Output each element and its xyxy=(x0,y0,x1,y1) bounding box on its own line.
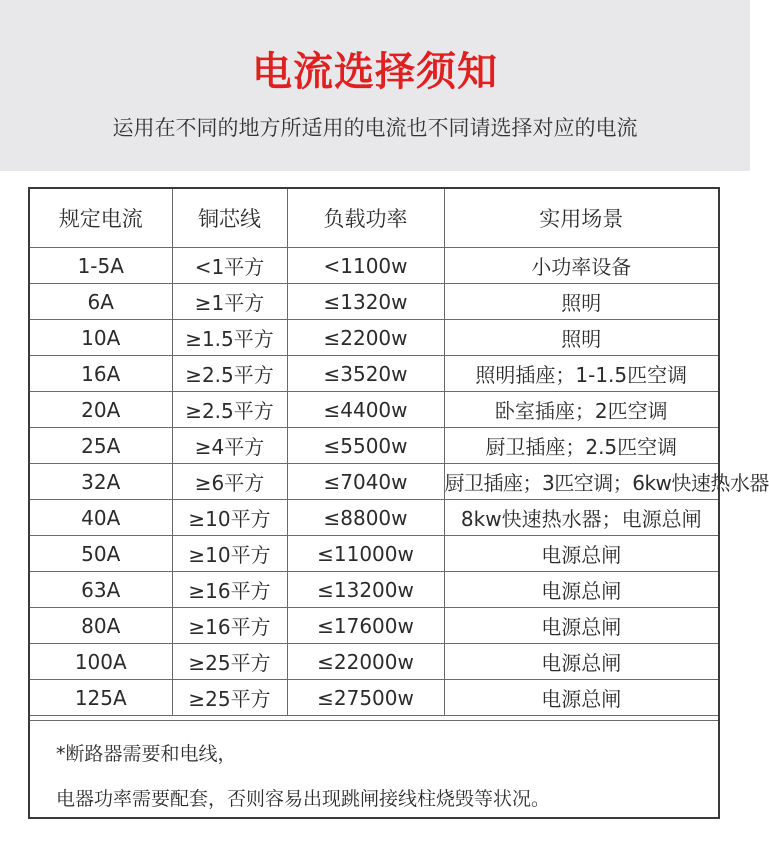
table-row xyxy=(30,644,718,680)
cell-current: 25A xyxy=(30,428,172,464)
cell-wire: ≥16平方 xyxy=(172,608,287,644)
cell-wire: ≥1.5平方 xyxy=(172,320,287,356)
current-spec-table xyxy=(30,189,769,716)
cell-wire: ≥2.5平方 xyxy=(172,392,287,428)
cell-current: 63A xyxy=(30,572,172,608)
cell-scenario: 小功率设备 xyxy=(444,248,718,284)
cell-current: 10A xyxy=(30,320,172,356)
cell-wire: ≥10平方 xyxy=(172,536,287,572)
cell-power: ≤22000w xyxy=(287,644,444,680)
column-header-usage-scenario: 实用场景 xyxy=(444,189,718,248)
table-header-row xyxy=(30,189,718,248)
cell-current: 100A xyxy=(30,644,172,680)
cell-wire: ≥10平方 xyxy=(172,500,287,536)
table-row xyxy=(30,464,718,500)
table-row xyxy=(30,320,718,356)
column-header-rated-current: 规定电流 xyxy=(30,189,172,248)
cell-power: ≤17600w xyxy=(287,608,444,644)
cell-current: 32A xyxy=(30,464,172,500)
cell-power: ≤4400w xyxy=(287,392,444,428)
cell-power: ≤2200w xyxy=(287,320,444,356)
cell-scenario: 电源总闸 xyxy=(444,572,718,608)
cell-scenario: 电源总闸 xyxy=(444,608,718,644)
cell-scenario: 电源总闸 xyxy=(444,536,718,572)
cell-power: ≤5500w xyxy=(287,428,444,464)
cell-power: ≤1320w xyxy=(287,284,444,320)
cell-current: 1-5A xyxy=(30,248,172,284)
column-header-load-power: 负载功率 xyxy=(287,189,444,248)
table-row xyxy=(30,248,718,284)
cell-power: ≤27500w xyxy=(287,680,444,716)
cell-power: ≤13200w xyxy=(287,572,444,608)
spec-card xyxy=(28,187,769,819)
cell-scenario: 厨卫插座；2.5匹空调 xyxy=(444,428,718,464)
cell-power: ≤3520w xyxy=(287,356,444,392)
note-line-1: *断路器需要和电线， xyxy=(56,743,237,765)
cell-current: 125A xyxy=(30,680,172,716)
cell-power: ≤8800w xyxy=(287,500,444,536)
cell-scenario: 8kw快速热水器；电源总闸 xyxy=(444,500,718,536)
table-row xyxy=(30,392,718,428)
page-title: 电流选择须知 xyxy=(252,49,498,95)
cell-power: ≤11000w xyxy=(287,536,444,572)
cell-current: 20A xyxy=(30,392,172,428)
cell-scenario: 照明 xyxy=(444,284,718,320)
cell-wire: ≥16平方 xyxy=(172,572,287,608)
table-row xyxy=(30,428,718,464)
table-row xyxy=(30,500,718,536)
cell-current: 6A xyxy=(30,284,172,320)
table-row xyxy=(30,536,718,572)
table-row xyxy=(30,572,718,608)
table-row xyxy=(30,284,718,320)
cell-wire: ≥6平方 xyxy=(172,464,287,500)
cell-scenario: 照明插座；1-1.5匹空调 xyxy=(444,356,718,392)
notes-section xyxy=(30,720,718,818)
page-subtitle: 运用在不同的地方所适用的电流也不同请选择对应的电流 xyxy=(112,116,638,140)
cell-scenario: 卧室插座；2匹空调 xyxy=(444,392,718,428)
table-row xyxy=(30,680,718,716)
cell-scenario: 电源总闸 xyxy=(444,680,718,716)
cell-wire: ≥2.5平方 xyxy=(172,356,287,392)
cell-current: 40A xyxy=(30,500,172,536)
cell-power: <1100w xyxy=(287,248,444,284)
cell-wire: ≥25平方 xyxy=(172,644,287,680)
cell-current: 16A xyxy=(30,356,172,392)
column-header-copper-wire: 铜芯线 xyxy=(172,189,287,248)
cell-wire: <1平方 xyxy=(172,248,287,284)
cell-wire: ≥25平方 xyxy=(172,680,287,716)
cell-wire: ≥4平方 xyxy=(172,428,287,464)
cell-scenario: 电源总闸 xyxy=(444,644,718,680)
cell-scenario: 厨卫插座；3匹空调；6kw快速热水器 xyxy=(444,464,718,500)
cell-scenario: 照明 xyxy=(444,320,718,356)
table-row xyxy=(30,356,718,392)
note-line-2: 电器功率需要配套，否则容易出现跳闸接线柱烧毁等状况。 xyxy=(56,788,551,810)
cell-current: 80A xyxy=(30,608,172,644)
cell-current: 50A xyxy=(30,536,172,572)
cell-power: ≤7040w xyxy=(287,464,444,500)
table-row xyxy=(30,608,718,644)
cell-wire: ≥1平方 xyxy=(172,284,287,320)
